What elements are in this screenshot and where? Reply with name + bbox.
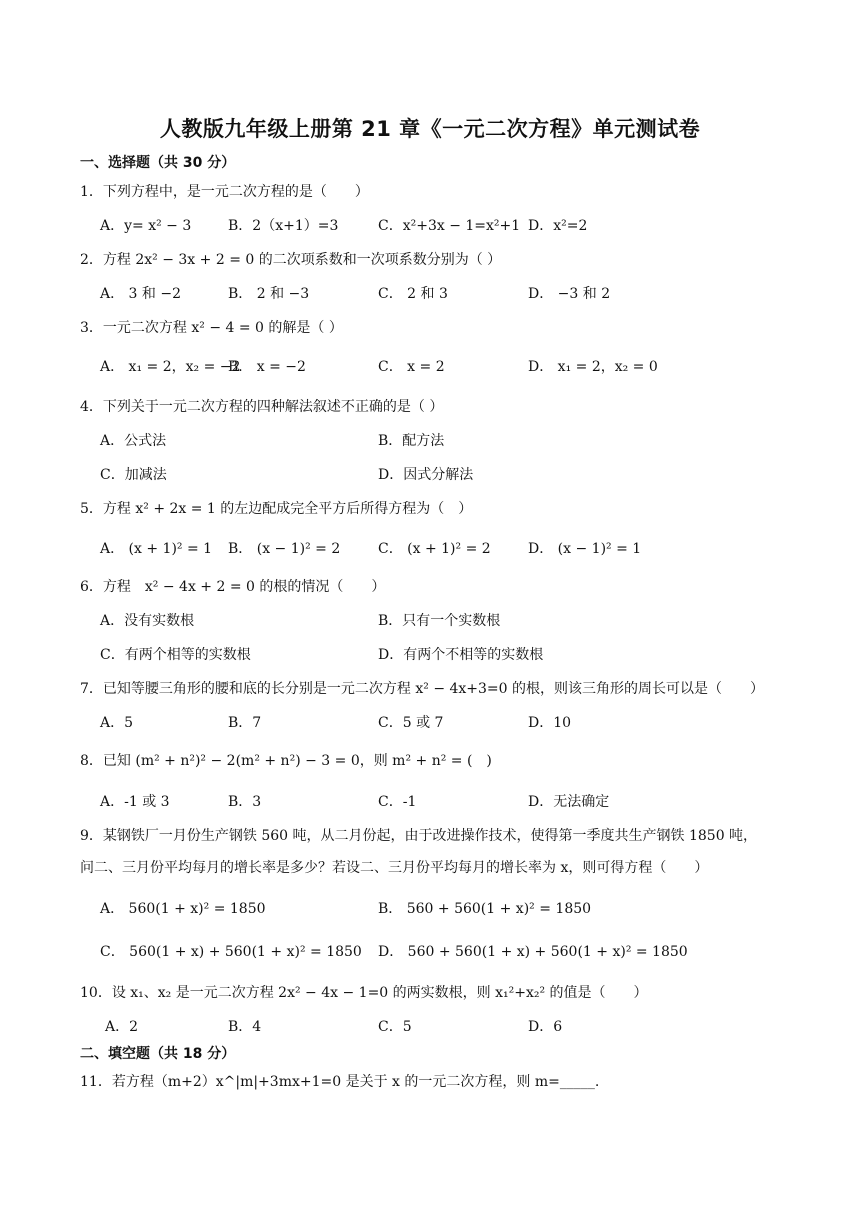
question-6-option-d: D．有两个不相等的实数根 — [378, 647, 544, 663]
section-heading-choice: 一、选择题（共 30 分） — [80, 155, 236, 171]
question-2-option-b: B． 2 和 −3 — [228, 286, 310, 302]
question-3-option-c: C． x = 2 — [378, 359, 445, 375]
question-5-stem: 5．方程 x² + 2x = 1 的左边配成完全平方后所得方程为（ ） — [80, 501, 473, 517]
question-8-option-a: A．-1 或 3 — [100, 794, 170, 810]
question-10-option-b: B．4 — [228, 1019, 262, 1035]
question-7-option-b: B．7 — [228, 715, 262, 731]
question-2-option-d: D． −3 和 2 — [528, 286, 611, 302]
question-5-option-b: B． (x − 1)² = 2 — [228, 541, 341, 557]
question-1-option-a: A．y= x² − 3 — [100, 218, 192, 234]
question-5-option-c: C． (x + 1)² = 2 — [378, 541, 491, 557]
question-6-option-c: C．有两个相等的实数根 — [100, 647, 251, 663]
question-7-stem: 7．已知等腰三角形的腰和底的长分别是一元二次方程 x² − 4x+3=0 的根，则该三角形的周长可以是（ ） — [80, 681, 765, 697]
question-2-option-c: C． 2 和 3 — [378, 286, 448, 302]
question-9-option-a: A． 560(1 + x)² = 1850 — [100, 901, 266, 917]
question-4-option-b: B．配方法 — [378, 433, 445, 449]
question-7-option-a: A．5 — [100, 715, 134, 731]
question-3-option-d: D． x₁ = 2，x₂ = 0 — [528, 359, 658, 375]
question-9-stem-line-1: 9．某钢铁厂一月份生产钢铁 560 吨，从二月份起，由于改进操作技术，使得第一季度共生产钢铁 1850 吨， — [80, 828, 758, 844]
question-11-stem: 11．若方程（m+2）x^|m|+3mx+1=0 是关于 x 的一元二次方程，则 m=_____. — [80, 1074, 600, 1090]
question-6-option-b: B．只有一个实数根 — [378, 613, 501, 629]
question-10-option-c: C．5 — [378, 1019, 412, 1035]
question-2-stem: 2．方程 2x² − 3x + 2 = 0 的二次项系数和一次项系数分别为（ ） — [80, 252, 502, 268]
question-9-stem-line-2: 问二、三月份平均每月的增长率是多少？若设二、三月份平均每月的增长率为 x，则可得方程（ ） — [80, 860, 709, 876]
question-5-option-d: D． (x − 1)² = 1 — [528, 541, 642, 557]
question-8-option-b: B．3 — [228, 794, 262, 810]
question-10-stem: 10．设 x₁、x₂ 是一元二次方程 2x² − 4x − 1=0 的两实数根，则 x₁²+x₂² 的值是（ ） — [80, 985, 648, 1001]
question-4-stem: 4．下列关于一元二次方程的四种解法叙述不正确的是（ ） — [80, 399, 444, 415]
question-4-option-d: D．因式分解法 — [378, 467, 474, 483]
question-8-option-c: C．-1 — [378, 794, 417, 810]
question-3-stem: 3．一元二次方程 x² − 4 = 0 的解是（ ） — [80, 320, 343, 336]
question-5-option-a: A． (x + 1)² = 1 — [100, 541, 213, 557]
section-heading-fill: 二、填空题（共 18 分） — [80, 1046, 236, 1062]
question-1-option-d: D．x²=2 — [528, 218, 588, 234]
question-9-option-d: D． 560 + 560(1 + x) + 560(1 + x)² = 1850 — [378, 944, 688, 960]
question-2-option-a: A． 3 和 −2 — [100, 286, 182, 302]
question-6-option-a: A．没有实数根 — [100, 613, 195, 629]
question-1-option-c: C．x²+3x − 1=x²+1 — [378, 218, 521, 234]
question-9-option-c: C． 560(1 + x) + 560(1 + x)² = 1850 — [100, 944, 362, 960]
question-3-option-b: B． x = −2 — [228, 359, 306, 375]
question-10-option-d: D．6 — [528, 1019, 563, 1035]
question-7-option-d: D．10 — [528, 715, 572, 731]
question-7-option-c: C．5 或 7 — [378, 715, 444, 731]
question-1-option-b: B．2（x+1）=3 — [228, 218, 339, 234]
question-4-option-c: C．加减法 — [100, 467, 167, 483]
question-6-stem: 6．方程 x² − 4x + 2 = 0 的根的情况（ ） — [80, 579, 386, 595]
question-1-stem: 1．下列方程中，是一元二次方程的是（ ） — [80, 184, 369, 200]
question-8-stem: 8．已知 (m² + n²)² − 2(m² + n²) − 3 = 0，则 m² + n² = ( ) — [80, 753, 492, 769]
question-4-option-a: A．公式法 — [100, 433, 167, 449]
question-10-option-a: A．2 — [105, 1019, 139, 1035]
question-3-option-a: A． x₁ = 2，x₂ = −2 — [100, 359, 241, 375]
page-title: 人教版九年级上册第 21 章《一元二次方程》单元测试卷 — [159, 117, 701, 141]
question-8-option-d: D．无法确定 — [528, 794, 610, 810]
question-9-option-b: B． 560 + 560(1 + x)² = 1850 — [378, 901, 592, 917]
